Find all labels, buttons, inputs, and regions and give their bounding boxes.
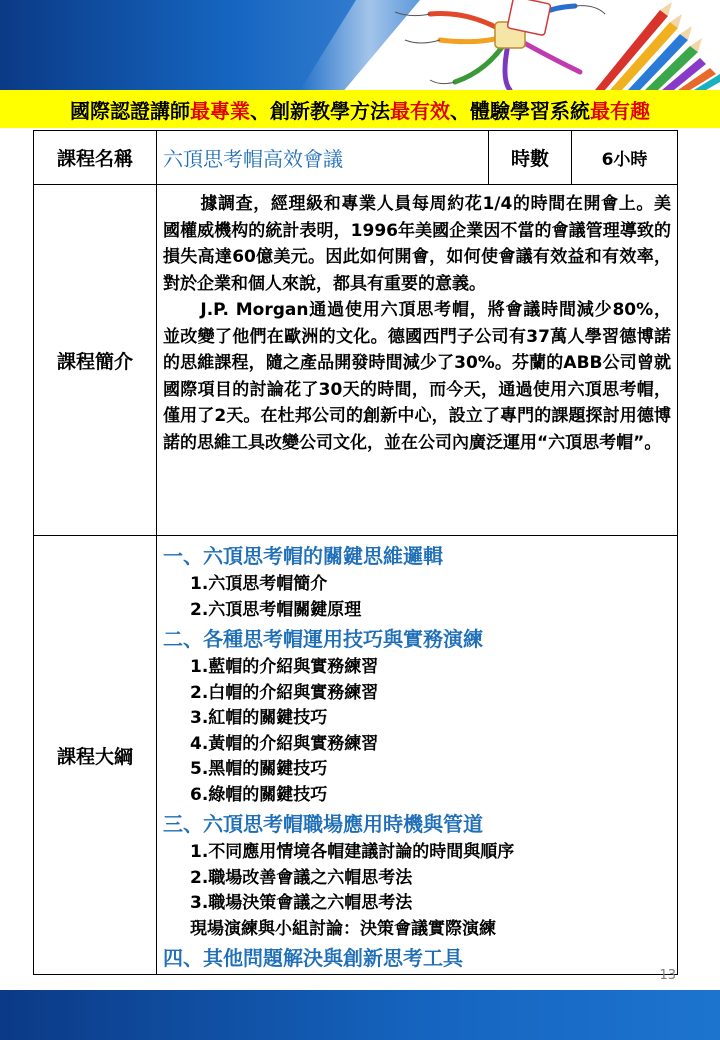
slogan-segment: 、創新教學方法: [250, 98, 390, 123]
outline-section-title: 四、其他問題解決與創新思考工具: [163, 946, 463, 970]
course-outline-label: 課程大綱: [34, 536, 157, 975]
course-name-label: 課程名稱: [34, 131, 157, 185]
course-intro-text: [157, 185, 678, 536]
outline-item: 1.六頂思考帽簡介: [190, 574, 328, 594]
course-name-value: 六頂思考帽高效會議: [157, 131, 489, 185]
outline-item: 4.黃帽的介紹與實務練習: [190, 733, 379, 754]
slogan-banner: [0, 90, 720, 128]
slogan-highlight: 最有效: [390, 98, 450, 123]
course-outline-content: [157, 536, 678, 975]
mind-map-illustration: [360, 0, 720, 90]
outline-section-title: 二、各種思考帽運用技巧與實務演練: [163, 627, 483, 651]
slogan-highlight: 最專業: [190, 98, 250, 123]
outline-item: 2.六頂思考帽關鍵原理: [190, 599, 362, 620]
outline-section-title: 一、六頂思考帽的關鍵思維邏輯: [163, 544, 443, 568]
intro-paragraph: J.P. Morgan通過使用六頂思考帽，將會議時間減少80%，並改變了他們在歐洲的文化。德國西門子公司有37萬人學習德博諾的思維課程，隨之產品開發時間減少了30%。芬蘭的ABB公司曾就國際項目的討論花了30天的時間，而今天，通過使用六頂思考帽，僅用了2天。在杜邦公司的創新中心，設立了專門的課題探討用德博諾的思維工具改變公司文化，並在公司內廣泛運用“六頂思考帽”。: [163, 300, 671, 453]
slogan-segment: 國際認證講師: [70, 98, 190, 123]
outline-item: 3.紅帽的關鍵技巧: [190, 708, 328, 728]
outline-item: 現場演練與小組討論：決策會議實際演練: [190, 918, 496, 939]
intro-paragraph: 據調查，經理級和專業人員每周約花1/4的時間在開會上。美國權威機构的統計表明，1996年美國企業因不當的會議管理導致的損失高達60億美元。因此如何開會，如何使會議有效益和有效率，對於企業和個人來說，都具有重要的意義。: [163, 194, 671, 294]
outline-section-title: 三、六頂思考帽職場應用時機與管道: [163, 812, 483, 836]
outline-item: 1.藍帽的介紹與實務練習: [190, 657, 379, 677]
course-intro-row: [34, 185, 678, 536]
outline-item: 6.綠帽的關鍵技巧: [190, 784, 328, 805]
outline-item: 2.職場改善會議之六帽思考法: [190, 867, 413, 888]
slogan-highlight: 最有趣: [590, 98, 650, 123]
hours-value: 6小時: [572, 131, 678, 185]
header: [0, 0, 720, 90]
outline-item: 1.不同應用情境各帽建議討論的時間與順序: [190, 842, 515, 862]
outline-item: 2.白帽的介紹與實務練習: [190, 682, 379, 703]
hours-label: 時數: [489, 131, 572, 185]
slogan-segment: 、體驗學習系統: [450, 98, 590, 123]
course-name-row: [34, 131, 678, 185]
page-number: 13: [659, 968, 676, 983]
outline-item: 5.黑帽的關鍵技巧: [190, 759, 328, 779]
course-outline-row: [34, 536, 678, 975]
course-info-table: [33, 130, 678, 975]
footer-bar: [0, 990, 720, 1040]
outline-item: 3.職場決策會議之六帽思考法: [190, 893, 413, 913]
course-intro-label: 課程簡介: [34, 185, 157, 536]
